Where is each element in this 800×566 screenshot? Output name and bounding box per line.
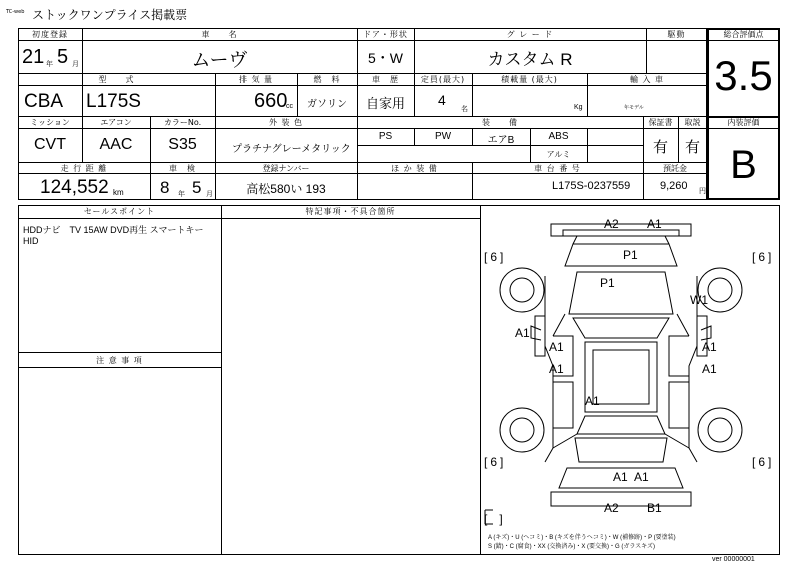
label-color-no: カラーNo.	[163, 118, 202, 127]
insp-month-unit: 月	[206, 191, 213, 198]
tire-rear-left: [6]	[484, 455, 507, 469]
exterior-color: プラチナグレーメタリック	[232, 144, 351, 155]
label-deposit: 預託金	[663, 164, 687, 173]
deposit: 9,260	[660, 180, 688, 192]
label-exterior-color: 外 装 色	[268, 118, 304, 127]
label-car-name: 車 名	[201, 30, 238, 39]
label-interior-score: 内装評価	[727, 118, 760, 127]
label-sales-point: セールスポイント	[83, 207, 156, 216]
damage-roof-a1: A1	[585, 394, 600, 408]
damage-rf-door-a1: A1	[702, 340, 717, 354]
year-model: 年モデル	[624, 105, 644, 111]
model-prefix: CBA	[24, 91, 64, 112]
label-fuel: 燃 料	[313, 75, 341, 84]
fuel: ガソリン	[307, 99, 347, 110]
damage-rr-door-a1: A1	[702, 362, 717, 376]
chassis: L175S-0237559	[552, 180, 631, 192]
label-manual: 取説	[684, 118, 701, 127]
logo: TC-web	[6, 9, 25, 15]
insp-year-unit: 年	[178, 191, 185, 198]
usage: 自家用	[365, 96, 405, 111]
manual: 有	[684, 139, 700, 156]
label-import: 輸 入 車	[629, 75, 665, 84]
first-reg-year-unit: 年	[46, 61, 53, 68]
label-notes: 特記事項・不具合箇所	[305, 207, 396, 216]
label-door-type: ドア・形状	[363, 30, 408, 39]
capacity: 4	[438, 92, 446, 108]
interior-score: B	[730, 143, 757, 187]
damage-rear-b1: B1	[647, 501, 662, 515]
label-total-score: 総合評価点	[723, 30, 764, 39]
mileage: 124,552	[40, 177, 109, 198]
label-displacement: 排 気 量	[238, 75, 274, 84]
damage-hood-p1: P1	[623, 248, 638, 262]
damage-front-a2: A2	[604, 217, 619, 231]
label-grade: グ レ ー ド	[506, 30, 554, 39]
warranty: 有	[652, 139, 668, 156]
label-load: 積載量 (最大)	[501, 75, 558, 84]
plate: 高松580い 193	[246, 182, 326, 196]
insp-month: 5	[192, 178, 202, 197]
page-title: ストックワンプライス掲載票	[32, 8, 188, 22]
equip-abs: ABS	[548, 131, 569, 142]
displacement: 660	[254, 90, 288, 112]
deposit-unit: 円	[699, 188, 706, 195]
label-warranty: 保証書	[648, 118, 673, 127]
door-type: 5・W	[368, 50, 403, 66]
sales-point-line1: HDDナビ TV 15AW DVD再生 スマートキー	[23, 225, 204, 235]
equip-alumi: アルミ	[546, 150, 571, 159]
damage-roof-p1: P1	[600, 276, 615, 290]
damage-lr-door-a1: A1	[549, 362, 564, 376]
version: ver 00000001	[712, 556, 755, 563]
label-equipment: 装 備	[482, 118, 518, 127]
first-reg-month-unit: 月	[72, 61, 79, 68]
equip-pw: PW	[434, 131, 452, 142]
spare-tire: [ ]	[484, 512, 503, 526]
label-body-type: 車 歴	[372, 75, 399, 84]
total-score: 3.5	[714, 52, 773, 99]
tire-front-left: [6]	[484, 250, 507, 264]
km-unit: km	[113, 188, 124, 197]
damage-rear-a2: A2	[604, 501, 619, 515]
first-reg-year: 21	[22, 46, 45, 68]
damage-rear-a1-2: A1	[634, 470, 649, 484]
label-chassis: 車 台 番 号	[534, 164, 581, 173]
label-mileage: 走 行 距 離	[60, 164, 108, 173]
label-mission: ミッション	[30, 118, 70, 127]
damage-rear-a1-1: A1	[613, 470, 628, 484]
damage-fender-w1: W1	[690, 293, 708, 307]
capacity-unit: 名	[461, 106, 468, 113]
damage-left-a1: A1	[515, 326, 530, 340]
kg-unit: Kg	[574, 104, 583, 111]
tire-rear-right: [6]	[752, 455, 775, 469]
legend-line1: A (キズ)・U (ヘコミ)・B (キズを伴うヘコミ)・W (補修跡)・P (要塗装)	[488, 535, 676, 541]
damage-lf-door-a1: A1	[549, 340, 564, 354]
legend-line2: S (錆)・C (腐食)・XX (交換済み)・X (要交換)・G (ガラスキズ)	[488, 544, 656, 550]
color-no: S35	[168, 136, 197, 153]
equip-ps: PS	[378, 131, 393, 142]
sales-point-line2: HID	[23, 236, 39, 246]
mission: CVT	[34, 136, 66, 153]
model-code: L175S	[86, 91, 141, 112]
cc-unit: cc	[286, 103, 293, 110]
label-caution: 注 意 事 項	[96, 356, 143, 365]
label-aircon: エアコン	[100, 118, 132, 127]
equip-airbag: エアB	[487, 135, 515, 146]
car-name: ムーヴ	[191, 50, 248, 71]
label-drive: 駆動	[667, 30, 686, 39]
label-plate: 登録ナンバー	[262, 164, 310, 173]
label-capacity: 定員(最大)	[420, 75, 466, 84]
first-reg-month: 5	[57, 46, 69, 68]
label-first-reg: 初度登録	[32, 30, 68, 39]
label-inspection: 車 検	[169, 164, 196, 173]
label-model: 型 式	[98, 75, 135, 84]
tire-front-right: [6]	[752, 250, 775, 264]
label-other-equip: ほ か 装 備	[391, 164, 438, 173]
damage-front-a1: A1	[647, 217, 662, 231]
insp-year: 8	[160, 178, 170, 197]
aircon: AAC	[99, 136, 133, 153]
grade: カスタム R	[487, 50, 573, 69]
